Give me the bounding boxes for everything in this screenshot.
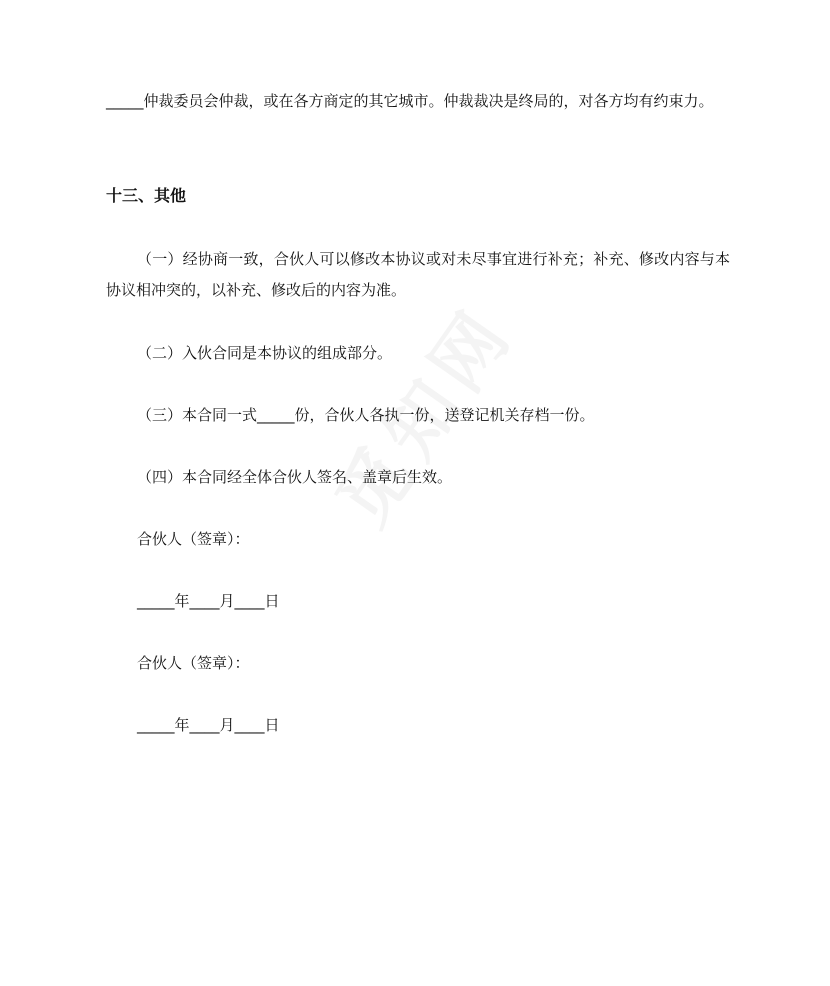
section-heading-other: 十三、其他 — [106, 186, 187, 205]
signature-label-2: 合伙人（签章）： — [137, 654, 250, 672]
signature-date-1: _____年____月____日 — [137, 592, 280, 610]
clause-item-2: （二）入伙合同是本协议的组成部分。 — [137, 344, 393, 362]
clause-item-3: （三）本合同一式_____份，合伙人各执一份，送登记机关存档一份。 — [137, 406, 595, 424]
signature-date-2: _____年____月____日 — [137, 716, 280, 734]
signature-label-1: 合伙人（签章）： — [137, 530, 250, 548]
clause-item-1: （一）经协商一致，合伙人可以修改本协议或对未尽事宜进行补充；补充、修改内容与本协议相冲突的，以补充、修改后的内容为准。 — [106, 250, 730, 299]
arbitration-paragraph: _____仲裁委员会仲裁，或在各方商定的其它城市。仲裁裁决是终局的，对各方均有约束力。 — [106, 92, 714, 110]
clause-item-4: （四）本合同经全体合伙人签名、盖章后生效。 — [137, 468, 453, 486]
